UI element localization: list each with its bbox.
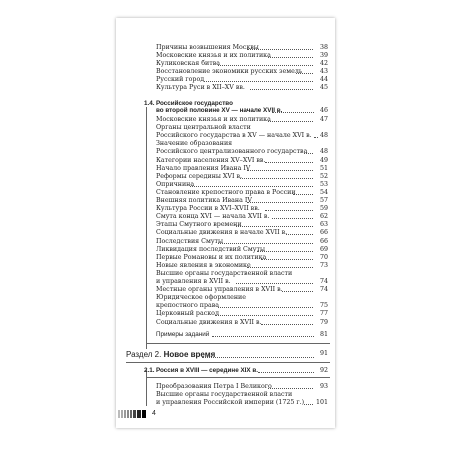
toc-entry-label: Культура Руси в XII–XV вв. <box>156 84 245 91</box>
toc-entry-label: Первые Романовы и их политика <box>156 253 267 261</box>
section-number: 1.4. <box>144 100 155 107</box>
toc-entry-label: Высшие органы государственной власти <box>156 269 293 277</box>
leader-dots <box>265 162 314 163</box>
toc-entry-page: 42 <box>319 60 328 67</box>
toc-entry-label: Культура России в XVI–XVII вв. <box>156 205 260 213</box>
section-title-line2: во второй половине XV — начале XVII в. <box>156 107 283 114</box>
toc-entry-label: Куликовская битва <box>156 60 221 67</box>
toc-entry-label: Юридическое оформление <box>156 294 246 302</box>
toc-entry-page: 52 <box>319 172 328 180</box>
toc-entry-page: 43 <box>319 68 328 75</box>
toc-entry-label: Органы центральной власти <box>156 124 251 132</box>
section-page: 46 <box>319 107 328 114</box>
leader-dots <box>236 283 313 284</box>
toc-entry-label: Смута конца XVI — начала XVII в. <box>156 213 270 221</box>
toc-entry-label: Становление крепостного права в России <box>156 188 296 196</box>
section-title-line1: Российское государство <box>156 100 233 107</box>
leader-dots <box>247 170 313 171</box>
leader-dots <box>247 267 313 268</box>
leader-dots <box>282 291 313 292</box>
toc-entry-page: 79 <box>319 318 328 326</box>
toc-entry-label: Местные органы управления в XVII в. <box>156 286 283 294</box>
toc-entry-page: 45 <box>319 84 328 91</box>
toc-entry-label: крепостного права <box>156 302 220 310</box>
leader-dots <box>272 218 313 219</box>
tasks-label: Примеры заданий <box>156 331 210 338</box>
toc-entry-page: 54 <box>319 188 328 196</box>
toc-entry-page: 47 <box>319 116 328 123</box>
toc-entry-page: 39 <box>319 52 328 59</box>
toc-entry-page: 69 <box>319 245 328 253</box>
leader-dots <box>218 243 313 244</box>
toc-entry-label: Московские князья и их политика <box>156 52 271 59</box>
toc-entry-page: 70 <box>319 253 328 261</box>
toc-entry-label: Российского централизованного государства <box>156 148 308 156</box>
leader-dots <box>240 178 313 179</box>
leader-dots <box>202 357 314 358</box>
toc-entry-page: 51 <box>319 164 328 172</box>
toc-entry-page: 101 <box>315 399 328 406</box>
section-2-1-page: 92 <box>319 367 328 374</box>
toc-entry-label: Новые явления в экономике <box>156 261 251 269</box>
leader-dots <box>304 404 313 405</box>
toc-entry-label: Значение образования <box>156 140 233 148</box>
toc-entry-label: Этапы Смутного времени <box>156 221 242 229</box>
part2-prefix: Раздел 2. Новое время <box>126 350 216 359</box>
leader-dots <box>204 81 313 82</box>
leader-dots <box>268 57 313 58</box>
leader-dots <box>247 202 313 203</box>
toc-entry-page: 48 <box>319 132 328 140</box>
leader-dots <box>257 251 313 252</box>
leader-dots <box>250 89 313 90</box>
leader-dots <box>190 186 313 187</box>
footer-stripe-icon <box>118 410 146 418</box>
toc-entry-page: 74 <box>319 286 328 294</box>
toc-entry-label: Категории населения XV–XVI вв. <box>156 156 266 164</box>
toc-entry-page: 73 <box>319 261 328 269</box>
leader-dots <box>293 194 313 195</box>
leader-dots <box>286 234 313 235</box>
toc-entry-label: Московские князья и их политика <box>156 116 271 123</box>
toc-entry-page: 93 <box>319 383 328 390</box>
leader-dots <box>268 121 313 122</box>
toc-entry-label: Преобразования Петра I Великого <box>156 383 272 390</box>
divider <box>126 362 330 363</box>
toc-entry-label: Восстановление экономики русских земель <box>156 68 303 75</box>
leader-dots <box>304 153 313 154</box>
leader-dots <box>218 65 313 66</box>
toc-entry-page: 44 <box>319 76 328 83</box>
leader-dots <box>247 49 313 50</box>
toc-entry-page: 59 <box>319 205 328 213</box>
section-guide-line <box>146 107 147 349</box>
leader-dots <box>236 226 313 227</box>
section-2-1-number: 2.1. <box>144 367 155 374</box>
part2-page: 91 <box>319 350 328 357</box>
leader-dots <box>218 307 313 308</box>
toc-entry-label: Социальные движения в XVII в. <box>156 318 262 326</box>
toc-entry-label: Ликвидация последствий Смуты <box>156 245 265 253</box>
toc-entry-label: Причины возвышения Москвы <box>156 44 259 51</box>
leader-dots <box>258 372 314 373</box>
toc-entry-label: Социальные движения в начале XVII в. <box>156 229 288 237</box>
leader-dots <box>212 336 314 337</box>
toc-entry-label: Высшие органы государственной власти <box>156 391 293 398</box>
leader-dots <box>296 73 313 74</box>
toc-entry-page: 66 <box>319 229 328 237</box>
toc-entry-page: 38 <box>319 44 328 51</box>
leader-dots <box>272 112 314 113</box>
toc-entry-label: Последствия Смуты <box>156 237 224 245</box>
tasks-page: 81 <box>319 331 328 338</box>
toc-entry-label: Российского государства в XV — начале XVI в. <box>156 132 312 140</box>
leader-dots <box>261 324 313 325</box>
toc-entry-label: Начало правления Ивана IV <box>156 164 251 172</box>
toc-entry-page: 77 <box>319 310 328 318</box>
section-2-1-title: Россия в XVIII — середине XIX в. <box>156 367 258 374</box>
leader-dots <box>215 315 313 316</box>
page-number: 4 <box>152 410 156 417</box>
leader-dots <box>265 210 314 211</box>
section-guide-line-2 <box>146 370 147 406</box>
toc-entry-page: 53 <box>319 180 328 188</box>
toc-entry-label: Церковный раскол <box>156 310 219 318</box>
toc-entry-label: Внешняя политика Ивана IV <box>156 197 252 204</box>
toc-entry-label: и управления в XVII в. <box>156 278 231 285</box>
toc-entry-label: и управления Российской империи (1725 г.) <box>156 399 305 406</box>
toc-entry-page: 57 <box>319 197 328 204</box>
toc-entry-page: 74 <box>319 278 328 285</box>
divider <box>146 377 330 378</box>
leader-dots <box>261 259 313 260</box>
toc-entry-page: 49 <box>319 156 328 164</box>
toc-entry-page: 63 <box>319 221 328 229</box>
toc-entry-label: Реформы середины XVI в. <box>156 172 242 180</box>
toc-entry-page: 62 <box>319 213 328 221</box>
toc-entry-page: 66 <box>319 237 328 245</box>
toc-entry-label: Опричнина <box>156 180 195 188</box>
divider <box>146 343 330 344</box>
toc-entry-page: 48 <box>319 148 328 156</box>
leader-dots <box>268 388 313 389</box>
toc-entry-page: 75 <box>319 302 328 310</box>
toc-entry-label: Русский город <box>156 76 205 83</box>
